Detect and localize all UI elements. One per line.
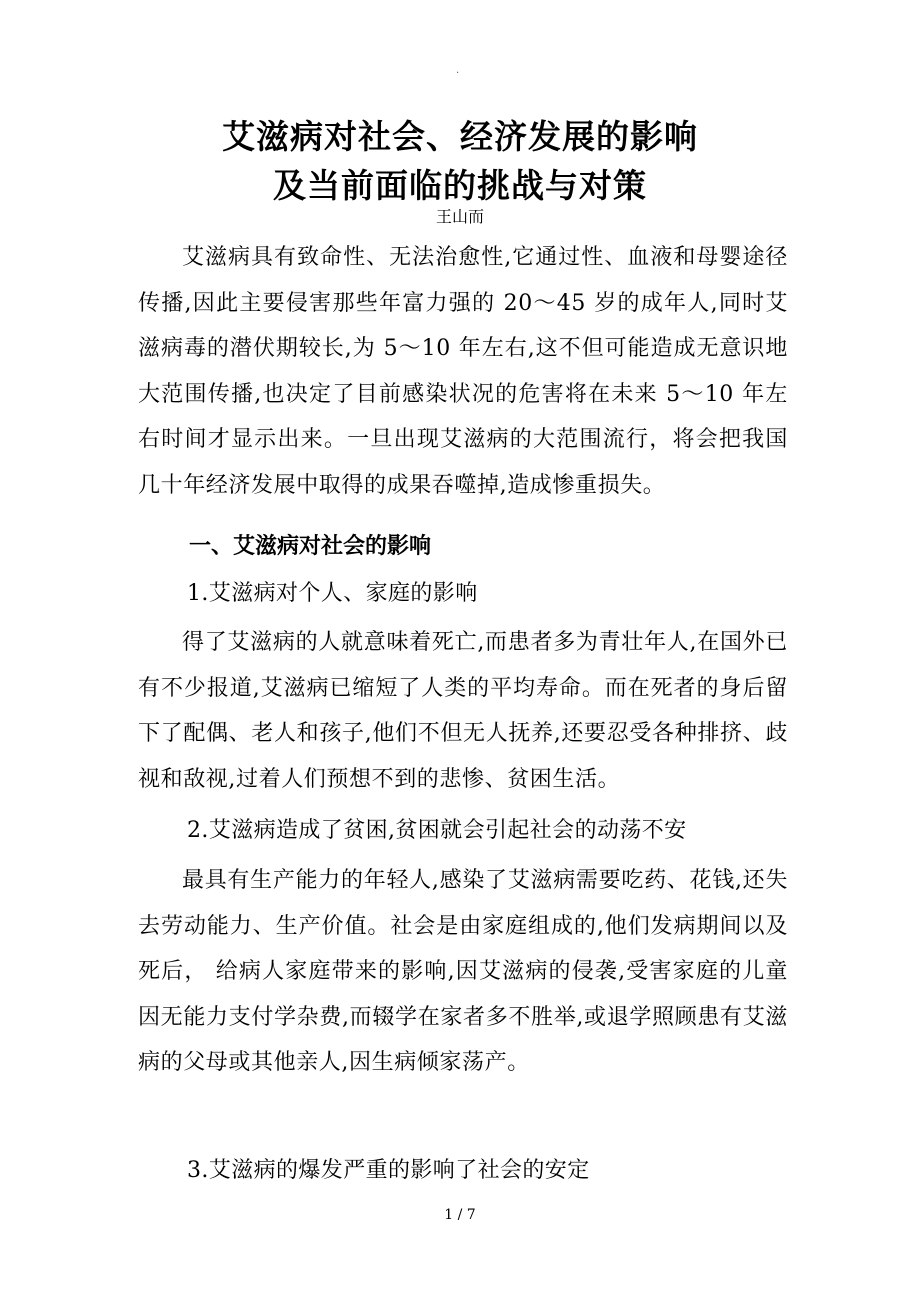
subsection-3-heading: 3.艾滋病的爆发严重的影响了社会的安定 bbox=[187, 1158, 590, 1183]
document-author: 王山而 bbox=[435, 207, 484, 226]
subsection-1-heading: 1.艾滋病对个人、家庭的影响 bbox=[187, 581, 478, 606]
intro-paragraph: 艾滋病具有致命性、无法治愈性,它通过性、血液和母婴途径传播,因此主要侵害那些年富力强的 20～45 岁的成年人,同时艾滋病毒的潜伏期较长,为 5～10 年左右,这不但可能造成无意识地大范围传播,也决定了目前感染状况的危害将在未来 5～10 年左右时间才显示出来。一旦出现艾滋病的大范围流行，将会把我国几十年经济发展中取得的成果吞噬掉,造成惨重损失。 bbox=[138, 245, 788, 498]
subsection-2-block bbox=[138, 858, 788, 1086]
subsection-1-block bbox=[138, 620, 788, 802]
document-title-line-2: 及当前面临的挑战与对策 bbox=[273, 166, 647, 205]
subsection-1-paragraph: 得了艾滋病的人就意味着死亡,而患者多为青壮年人,在国外已有不少报道,艾滋病已缩短了人类的平均寿命。而在死者的身后留下了配偶、老人和孩子,他们不但无人抚养,还要忍受各种排挤、歧视和敌视,过着人们预想不到的悲惨、贫困生活。 bbox=[138, 630, 788, 792]
header-dot: . bbox=[456, 65, 460, 76]
subsection-2-paragraph: 最具有生产能力的年轻人,感染了艾滋病需要吃药、花钱,还失去劳动能力、生产价值。社会是由家庭组成的,他们发病期间以及死后， 给病人家庭带来的影响,因艾滋病的侵袭,受害家庭的儿童因无能力支付学杂费,而辍学在家者多不胜举,或退学照顾患有艾滋病的父母或其他亲人,因生病倾家荡产。 bbox=[138, 868, 788, 1076]
page-number: 1 / 7 bbox=[444, 1207, 476, 1223]
document-title-line-1: 艾滋病对社会、经济发展的影响 bbox=[222, 117, 698, 156]
intro-block bbox=[138, 235, 788, 509]
subsection-2-heading: 2.艾滋病造成了贫困,贫困就会引起社会的动荡不安 bbox=[187, 818, 687, 843]
section-1-heading: 一、艾滋病对社会的影响 bbox=[189, 534, 432, 559]
